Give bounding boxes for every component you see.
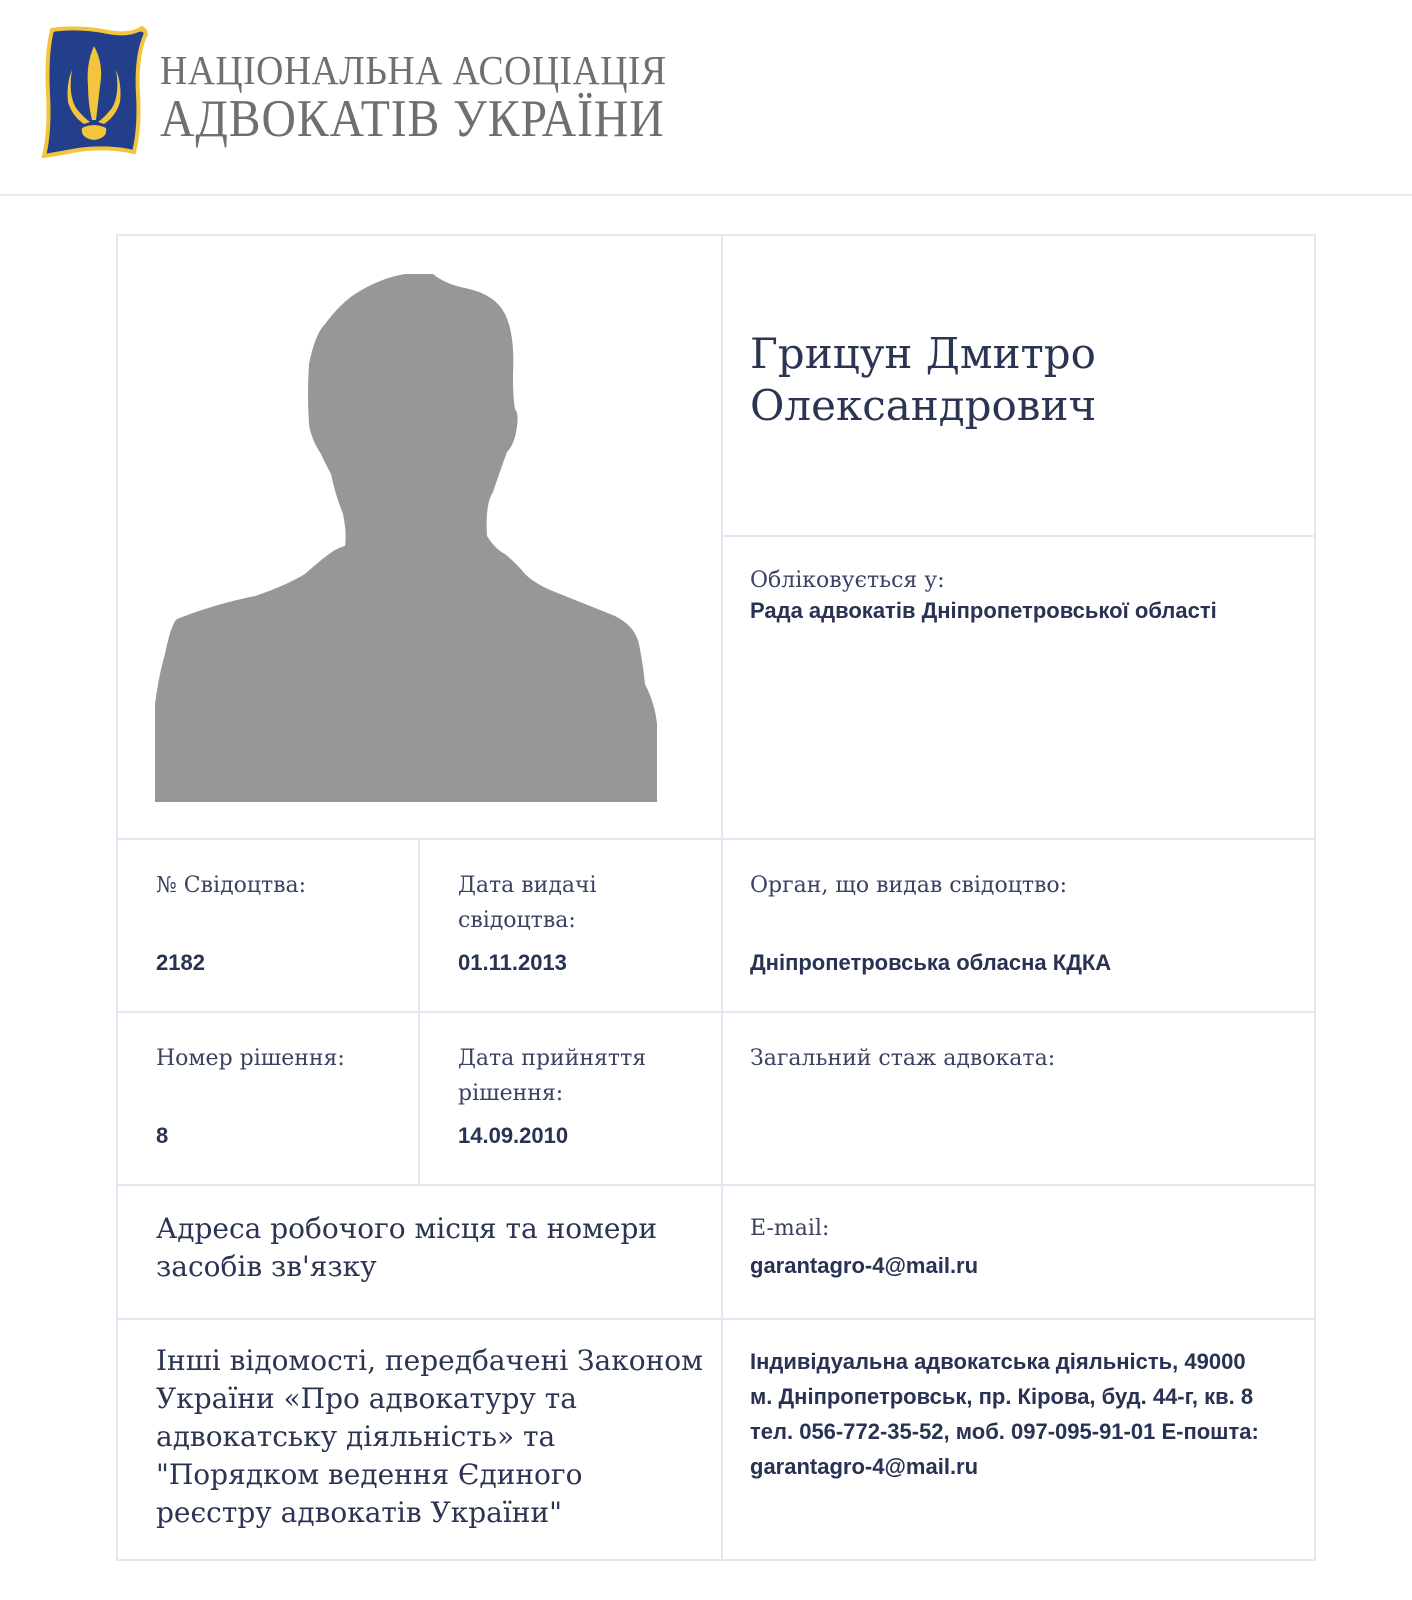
name-cell	[750, 328, 1310, 432]
certificate-issuer-value: Дніпропетровська обласна КДКА	[750, 950, 1112, 975]
decision-number-cell	[156, 1041, 406, 1153]
decision-number-value: 8	[156, 1123, 169, 1148]
certificate-number-value: 2182	[156, 950, 205, 975]
experience-cell	[750, 1041, 1310, 1076]
divider	[721, 236, 723, 1559]
logo-line-2: АДВОКАТІВ УКРАЇНИ	[160, 90, 665, 148]
certificate-number-label: № Свідоцтва:	[156, 873, 307, 898]
experience-label: Загальний стаж адвоката:	[750, 1046, 1056, 1071]
certificate-number-cell	[156, 868, 406, 980]
registered-value: Рада адвокатів Дніпропетровської області	[750, 598, 1217, 623]
site-header	[0, 0, 1412, 196]
contacts-title-cell	[156, 1210, 696, 1286]
decision-number-label: Номер рішення:	[156, 1046, 345, 1071]
email-value[interactable]: garantagro-4@mail.ru	[750, 1253, 979, 1278]
photo-cell	[118, 236, 721, 838]
divider	[721, 535, 1314, 537]
lawyer-name-first-line: Грицун Дмитро	[750, 329, 1096, 378]
certificate-date-value: 01.11.2013	[458, 950, 567, 975]
email-cell	[750, 1211, 1310, 1283]
other-info-title-cell	[156, 1342, 706, 1532]
certificate-date-cell	[458, 868, 703, 980]
other-info-value: Індивідуальна адвокатська діяльність, 49000 м. Дніпропетровськ, пр. Кірова, буд. 44-г, кв. 8 тел. 056-772-35-52, моб. 097-095-91-01 E-пошта: garantagro-4@mail.ru	[750, 1349, 1259, 1479]
other-info-section-title: Інші відомості, передбачені Законом України «Про адвокатуру та адвокатську діяльність» та "Порядком ведення Єдиного реєстру адвокатів України"	[156, 1344, 703, 1529]
certificate-issuer-cell	[750, 868, 1310, 980]
lawyer-profile-card	[116, 234, 1316, 1561]
lawyer-name-second-line: Олександрович	[750, 381, 1097, 430]
divider	[418, 840, 420, 1186]
divider	[118, 838, 1314, 840]
logo-wordmark[interactable]	[160, 47, 721, 148]
registered-label: Обліковується у:	[750, 568, 945, 593]
email-label: E-mail:	[750, 1216, 830, 1241]
logo-emblem-icon[interactable]	[38, 24, 150, 158]
decision-date-cell	[458, 1041, 703, 1153]
logo-line-1: НАЦІОНАЛЬНА АСОЦІАЦІЯ	[160, 47, 667, 93]
other-info-value-cell	[750, 1344, 1270, 1484]
divider	[118, 1011, 1314, 1013]
person-silhouette-icon	[155, 274, 683, 802]
divider	[118, 1184, 1314, 1186]
decision-date-label: Дата прийняття рішення:	[458, 1046, 647, 1106]
certificate-date-label: Дата видачі свідоцтва:	[458, 873, 597, 933]
contacts-section-title: Адреса робочого місця та номери засобів зв'язку	[156, 1212, 658, 1283]
registration-cell	[750, 566, 1310, 626]
decision-date-value: 14.09.2010	[458, 1123, 569, 1148]
certificate-issuer-label: Орган, що видав свідоцтво:	[750, 873, 1068, 898]
divider	[118, 1318, 1314, 1320]
